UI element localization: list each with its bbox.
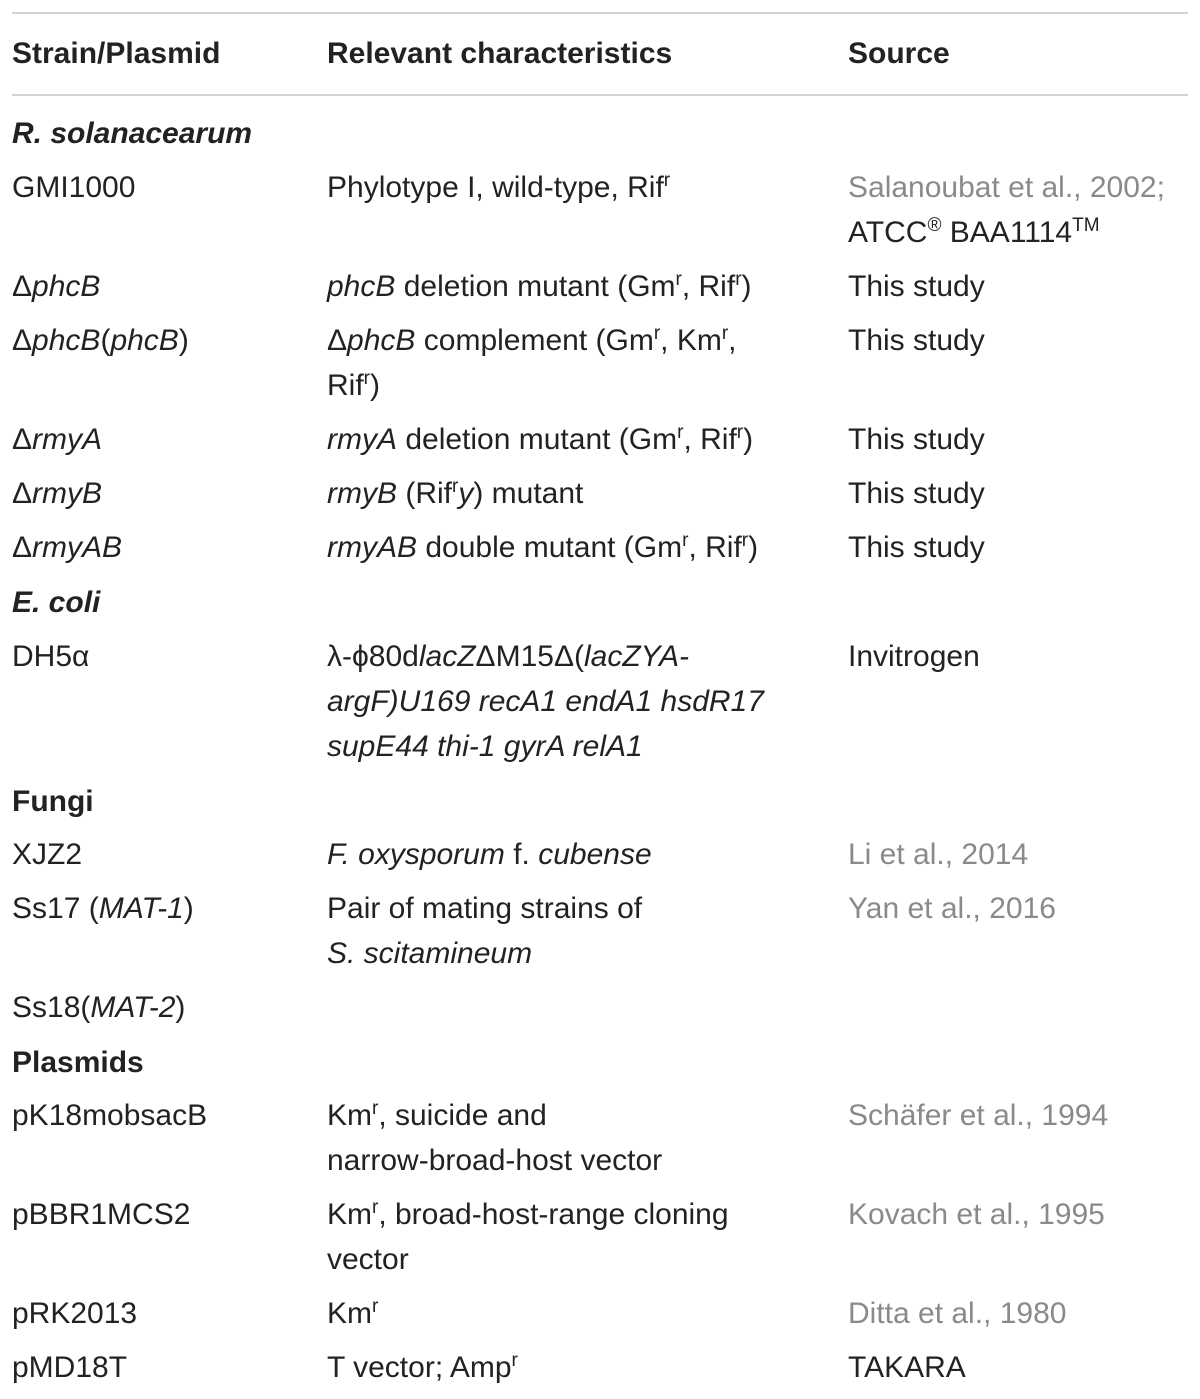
characteristics-delta-rmyab: rmyAB double mutant (Gm$^r$, Rif$^r$) <box>327 530 759 564</box>
strain-gmi1000: GMI1000 <box>12 171 136 204</box>
source-prk2013-citation[interactable]: Ditta et al., 1980 <box>848 1297 1067 1330</box>
plasmid-prk2013: pRK2013 <box>12 1297 138 1330</box>
characteristics-delta-rmya: rmyA deletion mutant (Gm$^r$, Rif$^r$) <box>327 422 754 456</box>
section-e-coli: E. coli <box>12 586 101 619</box>
source-delta-rmyab: This study <box>848 531 985 564</box>
characteristics-pbbr1mcs2-line2: vector <box>327 1243 409 1276</box>
strain-delta-phcb: ΔphcB <box>12 270 101 303</box>
characteristics-dh5a-line2: argF)U169 recA1 endA1 hsdR17 <box>327 685 764 718</box>
section-fungi: Fungi <box>12 785 94 818</box>
plasmid-pbbr1mcs2: pBBR1MCS2 <box>12 1198 191 1231</box>
characteristics-pmd18t: T vector; Amp$^r$ <box>327 1350 518 1384</box>
strain-delta-rmya: ΔrmyA <box>12 423 103 456</box>
column-header-characteristics: Relevant characteristics <box>327 37 673 70</box>
strain-ss17: Ss17 (MAT-1) <box>12 892 194 925</box>
source-delta-rmya: This study <box>848 423 985 456</box>
header-divider <box>12 94 1188 96</box>
characteristics-pbbr1mcs2-line1: Km$^r$, broad-host-range cloning <box>327 1197 729 1231</box>
source-ss17-citation[interactable]: Yan et al., 2016 <box>848 892 1056 925</box>
column-header-strain: Strain/Plasmid <box>12 37 221 70</box>
plasmid-pmd18t: pMD18T <box>12 1351 128 1384</box>
characteristics-delta-phcb-complement-line1: ΔphcB complement (Gm$^r$, Km$^r$, <box>327 323 737 357</box>
strain-delta-rmyab: ΔrmyAB <box>12 531 123 564</box>
source-pk18mobsacb-citation[interactable]: Schäfer et al., 1994 <box>848 1099 1109 1132</box>
source-delta-rmyb: This study <box>848 477 985 510</box>
source-pbbr1mcs2-citation[interactable]: Kovach et al., 1995 <box>848 1198 1105 1231</box>
characteristics-xjz2: F. oxysporum f. cubense <box>327 838 652 871</box>
characteristics-prk2013: Km$^r$ <box>327 1296 379 1330</box>
characteristics-dh5a-line3: supE44 thi-1 gyrA relA1 <box>327 730 643 763</box>
source-gmi1000-atcc: ATCC® BAA1114™ <box>848 215 1100 249</box>
strain-delta-phcb-complement: ΔphcB(phcB) <box>12 324 189 357</box>
source-dh5a: Invitrogen <box>848 640 980 673</box>
strain-xjz2: XJZ2 <box>12 838 83 871</box>
section-plasmids: Plasmids <box>12 1046 144 1079</box>
characteristics-delta-phcb-complement-line2: Rif$^r$) <box>327 368 380 402</box>
characteristics-delta-rmyb: rmyB (Rif$^r$y) mutant <box>327 476 584 510</box>
table-top-rule <box>12 12 1188 14</box>
source-delta-phcb-complement: This study <box>848 324 985 357</box>
characteristics-delta-phcb: phcB deletion mutant (Gm$^r$, Rif$^r$) <box>327 269 752 303</box>
source-delta-phcb: This study <box>848 270 985 303</box>
characteristics-pk18mobsacb-line1: Km$^r$, suicide and <box>327 1098 547 1132</box>
column-header-source: Source <box>848 37 950 70</box>
strain-dh5a: DH5α <box>12 640 90 673</box>
strain-ss18: Ss18(MAT-2) <box>12 991 186 1024</box>
source-gmi1000-citation[interactable]: Salanoubat et al., 2002; <box>848 171 1165 204</box>
characteristics-pk18mobsacb-line2: narrow-broad-host vector <box>327 1144 663 1177</box>
characteristics-dh5a-line1: λ-ϕ80dlacZΔM15Δ(lacZYA- <box>327 640 690 673</box>
source-xjz2-citation[interactable]: Li et al., 2014 <box>848 838 1029 871</box>
source-pmd18t: TAKARA <box>848 1351 966 1384</box>
section-r-solanacearum: R. solanacearum <box>12 117 253 150</box>
strain-delta-rmyb: ΔrmyB <box>12 477 103 510</box>
characteristics-ss17-line2: S. scitamineum <box>327 937 533 970</box>
characteristics-ss17-line1: Pair of mating strains of <box>327 892 643 925</box>
plasmid-pk18mobsacb: pK18mobsacB <box>12 1099 208 1132</box>
characteristics-gmi1000: Phylotype I, wild-type, Rif$^r$ <box>327 170 671 204</box>
